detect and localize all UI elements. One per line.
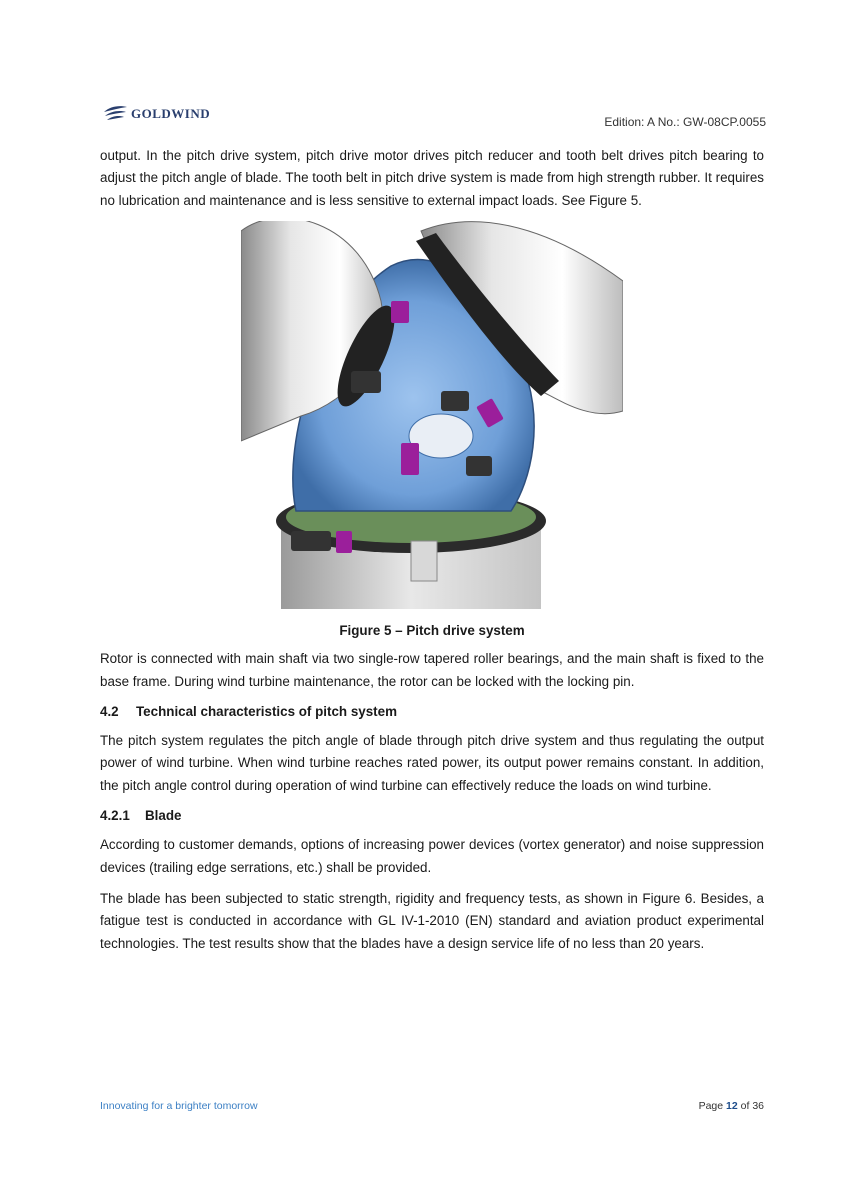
paragraph-pitch-drive: output. In the pitch drive system, pitch drive motor drives pitch reducer and tooth belt drives pitch bearing to adjust the pitch angle of blade. The tooth belt in pitch drive system is made from high strength rubber. It requires no lubrication and maintenance and is less sensitive to external impact loads. See Figure 5. (100, 148, 764, 208)
footer-tagline: Innovating for a brighter tomorrow (100, 1100, 258, 1112)
section-number: 4.2 (100, 704, 119, 720)
page-number: Page 12 of 36 (698, 1100, 764, 1112)
total-pages: 36 (752, 1100, 764, 1112)
subsection-number: 4.2.1 (100, 808, 130, 824)
figure-pitch-drive (100, 221, 764, 611)
logo-text: GOLDWIND (131, 106, 211, 121)
subsection-title: Blade (145, 808, 182, 824)
section-heading-4-2-1 (100, 806, 764, 826)
paragraph-rotor: Rotor is connected with main shaft via two single-row tapered roller bearings, and the main shaft is fixed to the base frame. During wind turbine maintenance, the rotor can be locked with the locking pin. (100, 651, 764, 689)
pitch-drive-illustration (241, 221, 623, 609)
section-title: Technical characteristics of pitch system (136, 704, 397, 720)
page-header (100, 100, 766, 132)
paragraph-pitch-system: The pitch system regulates the pitch angle of blade through pitch drive system and thus regulating the output power of wind turbine. When wind turbine reaches rated power, its output power remains constant. In addition, the pitch angle control during operation of wind turbine can effectively reduce the loads on wind turbine. (100, 733, 764, 793)
document-body (100, 145, 764, 964)
paragraph-blade-options: According to customer demands, options of increasing power devices (vortex generator) and noise suppression devices (trailing edge serrations, etc.) shall be provided. (100, 837, 764, 875)
goldwind-logo (102, 104, 210, 124)
section-heading-4-2 (100, 702, 764, 722)
figure-caption: Figure 5 – Pitch drive system (339, 623, 525, 639)
goldwind-wind-icon (102, 104, 128, 124)
current-page: 12 (726, 1100, 738, 1112)
edition-number: Edition: A No.: GW-08CP.0055 (604, 115, 766, 129)
paragraph-blade-tests: The blade has been subjected to static strength, rigidity and frequency tests, as shown in Figure 6. Besides, a fatigue test is conducted in accordance with GL IV-1-2010 (EN) standard and aviation product experimental technologies. The test results show that the blades have a design service life of no less than 20 years. (100, 891, 764, 951)
page-footer (100, 1100, 766, 1116)
